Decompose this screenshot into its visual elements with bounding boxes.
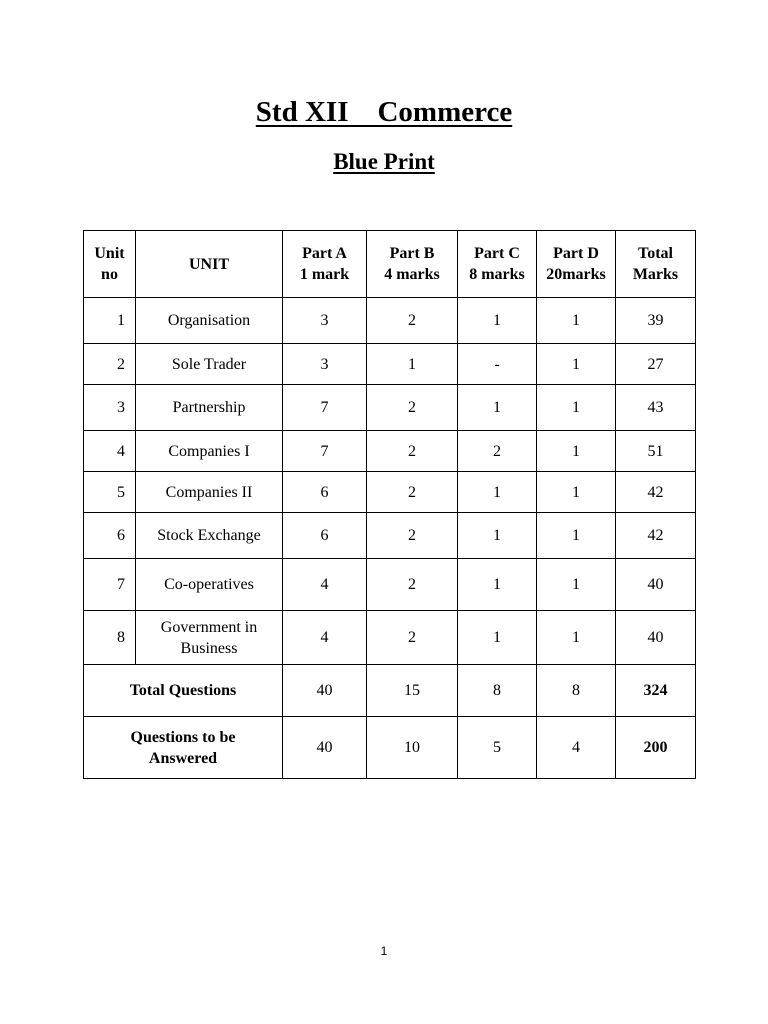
cell-total: 42	[616, 513, 696, 559]
cell-part-c: 1	[458, 513, 537, 559]
cell-unit-name: Organisation	[136, 298, 283, 344]
header-unit: UNIT	[136, 231, 283, 298]
cell-total: 43	[616, 385, 696, 431]
table-row	[84, 472, 696, 513]
cell-part-d: 1	[537, 298, 616, 344]
cell-part-b: 15	[367, 665, 458, 717]
cell-part-b: 2	[367, 385, 458, 431]
cell-unit-name: Partnership	[136, 385, 283, 431]
cell-total: 51	[616, 431, 696, 472]
cell-part-d: 1	[537, 344, 616, 385]
cell-part-b: 1	[367, 344, 458, 385]
cell-part-a: 4	[283, 611, 367, 665]
cell-part-c: 5	[458, 717, 537, 779]
header-part-a: Part A 1 mark	[283, 231, 367, 298]
cell-part-d: 1	[537, 472, 616, 513]
cell-part-b: 2	[367, 513, 458, 559]
cell-total: 39	[616, 298, 696, 344]
cell-total: 40	[616, 559, 696, 611]
table-row	[84, 513, 696, 559]
document-title-text: Std XII Commerce	[255, 96, 513, 128]
header-part-d: Part D 20marks	[537, 231, 616, 298]
total-questions-label: Total Questions	[84, 665, 283, 717]
table-row	[84, 559, 696, 611]
cell-part-c: 1	[458, 385, 537, 431]
cell-unit-no: 2	[84, 344, 136, 385]
cell-unit-no: 1	[84, 298, 136, 344]
cell-part-a: 6	[283, 472, 367, 513]
cell-part-c: 1	[458, 298, 537, 344]
cell-part-d: 1	[537, 559, 616, 611]
cell-part-a: 7	[283, 431, 367, 472]
header-total-marks: Total Marks	[616, 231, 696, 298]
header-part-c: Part C 8 marks	[458, 231, 537, 298]
cell-total: 200	[616, 717, 696, 779]
cell-part-c: 1	[458, 611, 537, 665]
cell-part-d: 8	[537, 665, 616, 717]
cell-unit-name: Companies II	[136, 472, 283, 513]
cell-unit-name: Government in Business	[136, 611, 283, 665]
cell-part-d: 1	[537, 431, 616, 472]
table-row	[84, 344, 696, 385]
cell-part-b: 2	[367, 472, 458, 513]
table-header-row	[84, 231, 696, 298]
cell-unit-no: 4	[84, 431, 136, 472]
cell-part-a: 7	[283, 385, 367, 431]
cell-unit-no: 8	[84, 611, 136, 665]
cell-part-d: 1	[537, 385, 616, 431]
total-questions-row	[84, 665, 696, 717]
cell-unit-no: 5	[84, 472, 136, 513]
cell-part-c: 8	[458, 665, 537, 717]
cell-part-c: 1	[458, 559, 537, 611]
cell-unit-name: Sole Trader	[136, 344, 283, 385]
table-row	[84, 431, 696, 472]
header-part-b: Part B 4 marks	[367, 231, 458, 298]
cell-part-b: 2	[367, 559, 458, 611]
cell-part-c: -	[458, 344, 537, 385]
table-row	[84, 611, 696, 665]
cell-total: 40	[616, 611, 696, 665]
cell-part-a: 4	[283, 559, 367, 611]
cell-part-b: 2	[367, 611, 458, 665]
cell-unit-name: Co-operatives	[136, 559, 283, 611]
cell-part-a: 40	[283, 665, 367, 717]
table-row	[84, 385, 696, 431]
document-subtitle-text: Blue Print	[333, 149, 435, 174]
cell-total: 324	[616, 665, 696, 717]
cell-part-a: 3	[283, 298, 367, 344]
cell-unit-no: 7	[84, 559, 136, 611]
cell-part-a: 40	[283, 717, 367, 779]
questions-to-be-answered-label: Questions to be Answered	[84, 717, 283, 779]
blueprint-table	[83, 230, 696, 779]
cell-part-a: 6	[283, 513, 367, 559]
questions-to-be-answered-row	[84, 717, 696, 779]
table-row	[84, 298, 696, 344]
cell-part-c: 2	[458, 431, 537, 472]
cell-part-d: 4	[537, 717, 616, 779]
cell-part-c: 1	[458, 472, 537, 513]
cell-part-b: 2	[367, 298, 458, 344]
cell-unit-no: 3	[84, 385, 136, 431]
page-number: 1	[380, 944, 388, 958]
document-subtitle	[0, 146, 768, 178]
cell-unit-no: 6	[84, 513, 136, 559]
cell-unit-name: Companies I	[136, 431, 283, 472]
cell-part-b: 10	[367, 717, 458, 779]
cell-part-d: 1	[537, 611, 616, 665]
cell-total: 42	[616, 472, 696, 513]
header-unit-no: Unit no	[84, 231, 136, 298]
cell-unit-name: Stock Exchange	[136, 513, 283, 559]
cell-part-b: 2	[367, 431, 458, 472]
cell-total: 27	[616, 344, 696, 385]
cell-part-d: 1	[537, 513, 616, 559]
cell-part-a: 3	[283, 344, 367, 385]
document-title	[0, 92, 768, 132]
